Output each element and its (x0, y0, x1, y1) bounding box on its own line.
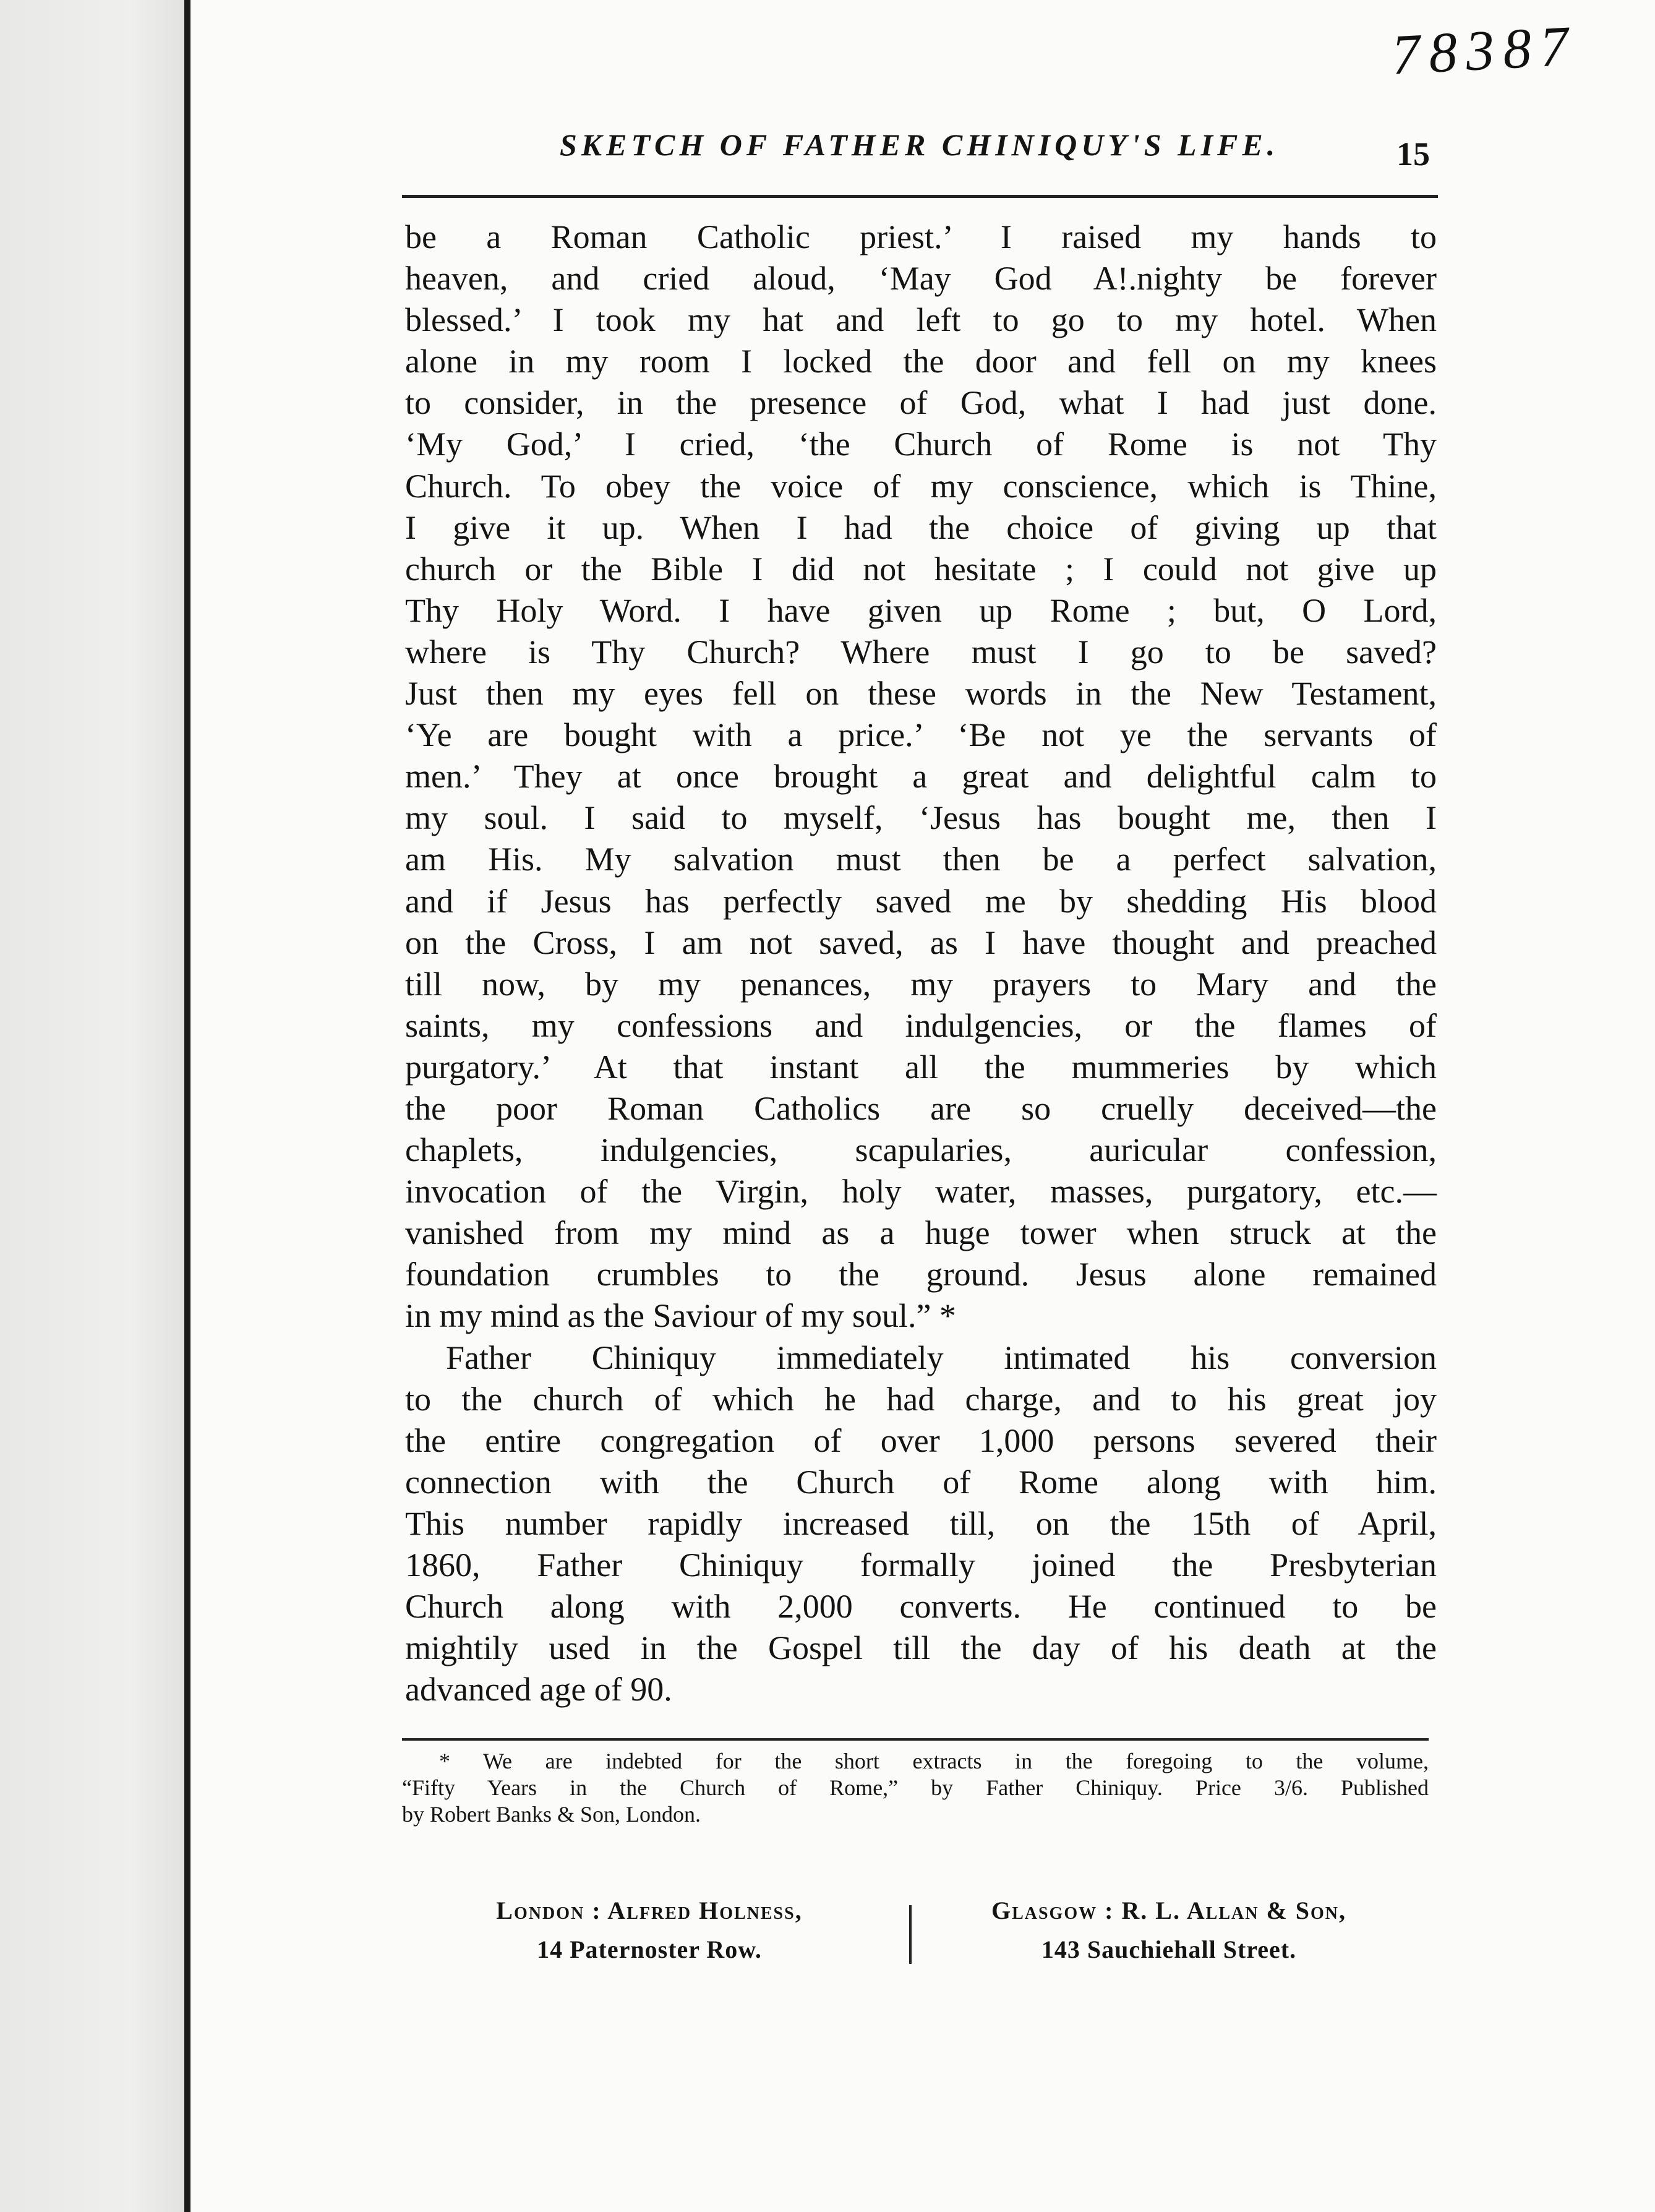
body-line: men.’ They at once brought a great and delightful calm to (405, 758, 1437, 795)
body-line: I give it up. When I had the choice of giving up that (405, 508, 1437, 546)
body-line: advanced age of 90. (405, 1671, 672, 1708)
body-line: invocation of the Virgin, holy water, masses, purgatory, etc.— (405, 1173, 1437, 1211)
footnote-line: * We are indebted for the short extracts in the foregoing to the volume, (439, 1749, 1429, 1773)
body-text (405, 216, 1437, 1710)
body-line: Church along with 2,000 converts. He continued to be (405, 1588, 1437, 1626)
body-line: vanished from my mind as a huge tower when struck at the (405, 1214, 1437, 1252)
body-line: to the church of which he had charge, and to his great joy (405, 1380, 1437, 1418)
body-line: and if Jesus has perfectly saved me by shedding His blood (405, 882, 1437, 920)
body-line: am His. My salvation must then be a perfect salvation, (405, 841, 1437, 878)
body-line: chaplets, indulgencies, scapularies, auricular confession, (405, 1131, 1437, 1169)
body-line: connection with the Church of Rome along with him. (405, 1463, 1437, 1501)
body-line: to consider, in the presence of God, what I had just done. (405, 384, 1437, 422)
imprint-glasgow-name: Glasgow : R. L. Allan & Son, (991, 1897, 1347, 1924)
body-line: on the Cross, I am not saved, as I have thought and preached (405, 924, 1437, 961)
page-number: 15 (1396, 135, 1430, 173)
running-head: SKETCH OF FATHER CHINIQUY'S LIFE. (560, 127, 1280, 162)
body-line: alone in my room I locked the door and fell on my knees (405, 343, 1437, 380)
body-line: where is Thy Church? Where must I go to be saved? (405, 633, 1437, 671)
body-line: foundation crumbles to the ground. Jesus alone remained (405, 1256, 1437, 1293)
imprint-divider (909, 1905, 912, 1964)
body-line: the poor Roman Catholics are so cruelly deceived—the (405, 1089, 1437, 1127)
body-line: in my mind as the Saviour of my soul.” * (405, 1297, 956, 1335)
body-line: till now, by my penances, my prayers to Mary and the (405, 965, 1437, 1003)
body-line: blessed.’ I took my hat and left to go to my hotel. When (405, 301, 1437, 339)
body-line: Thy Holy Word. I have given up Rome ; but, O Lord, (405, 591, 1437, 629)
imprint-glasgow-address: 143 Sauchiehall Street. (1041, 1936, 1297, 1963)
body-line: purgatory.’ At that instant all the mummeries by which (405, 1048, 1437, 1086)
archive-number: 78387 (1390, 14, 1579, 87)
imprint-london-address: 14 Paternoster Row. (537, 1936, 762, 1963)
body-line: my soul. I said to myself, ‘Jesus has bought me, then I (405, 799, 1437, 837)
body-line: 1860, Father Chiniquy formally joined the Presbyterian (405, 1546, 1437, 1584)
book-gutter (184, 0, 190, 2212)
facing-page-edge (0, 0, 186, 2212)
imprint-glasgow (952, 1896, 1385, 1964)
body-line: saints, my confessions and indulgencies, or the flames of (405, 1006, 1437, 1044)
body-line: mightily used in the Gospel till the day of his death at the (405, 1629, 1437, 1667)
body-line: the entire congregation of over 1,000 persons severed their (405, 1421, 1437, 1459)
body-line: Just then my eyes fell on these words in the New Testament, (405, 675, 1437, 713)
body-line: church or the Bible I did not hesitate ; I could not give up (405, 550, 1437, 588)
body-line: Church. To obey the voice of my conscience, which is Thine, (405, 467, 1437, 505)
imprint-london (458, 1896, 841, 1964)
body-line: ‘My God,’ I cried, ‘the Church of Rome is not Thy (405, 426, 1437, 463)
header-rule (402, 195, 1438, 198)
footnote-rule (402, 1738, 1429, 1741)
paragraph-start-line: Father Chiniquy immediately intimated his conversion (446, 1339, 1437, 1376)
body-line: be a Roman Catholic priest.’ I raised my hands to (405, 218, 1437, 255)
body-line: This number rapidly increased till, on the 15th of April, (405, 1504, 1437, 1542)
footnote (402, 1748, 1429, 1828)
body-line: heaven, and cried aloud, ‘May God A!.nighty be forever (405, 260, 1437, 298)
footnote-line: by Robert Banks & Son, London. (402, 1802, 701, 1827)
body-line: ‘Ye are bought with a price.’ ‘Be not ye the servants of (405, 716, 1437, 754)
imprint-london-name: London : Alfred Holness, (496, 1897, 803, 1924)
footnote-line: “Fifty Years in the Church of Rome,” by Father Chiniquy. Price 3/6. Published (402, 1775, 1429, 1800)
